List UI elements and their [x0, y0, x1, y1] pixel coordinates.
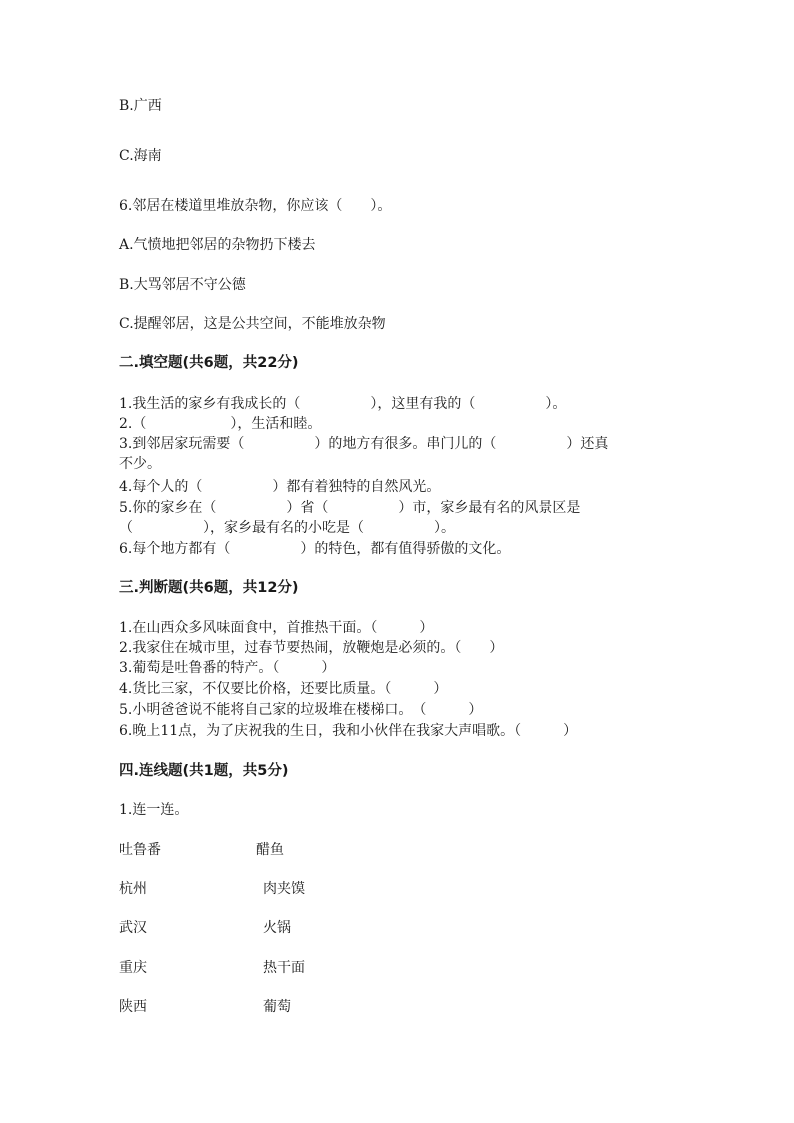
match-right-3: 火锅: [263, 920, 291, 936]
option-q6-a: A.气愤地把邻居的杂物扔下楼去: [119, 237, 316, 253]
match-prompt: 1.连一连。: [119, 802, 189, 818]
judge-line-1: 1.在山西众多风味面食中，首推热干面。（ ）: [119, 620, 434, 636]
match-left-1: 吐鲁番: [119, 842, 161, 858]
judge-line-3: 3.葡萄是吐鲁番的特产。（ ）: [119, 660, 336, 676]
match-left-2: 杭州: [119, 881, 147, 897]
match-right-1: 醋鱼: [256, 842, 284, 858]
section-heading-match: 四.连线题(共1题，共5分): [119, 763, 289, 779]
match-right-4: 热干面: [263, 960, 305, 976]
option-q5-b: B.广西: [119, 98, 162, 114]
section-heading-fill: 二.填空题(共6题，共22分): [119, 355, 299, 371]
match-right-2: 肉夹馍: [263, 881, 305, 897]
judge-line-5: 5.小明爸爸说不能将自己家的垃圾堆在楼梯口。 （ ）: [119, 702, 483, 718]
match-left-5: 陕西: [119, 999, 147, 1015]
question-6: 6.邻居在楼道里堆放杂物，你应该（ ）。: [119, 198, 392, 214]
judge-line-6: 6.晚上11点，为了庆祝我的生日，我和小伙伴在我家大声唱歌。（ ）: [119, 723, 578, 739]
fill-line-6: 6.每个地方都有（ ）的特色，都有值得骄傲的文化。: [119, 541, 511, 557]
judge-line-2: 2.我家住在城市里，过春节要热闹，放鞭炮是必须的。（ ）: [119, 640, 504, 656]
match-right-5: 葡萄: [263, 999, 291, 1015]
fill-line-3: 3.到邻居家玩需要（ ）的地方有很多。串门儿的（ ）还真: [119, 436, 609, 452]
fill-line-1: 1.我生活的家乡有我成长的（ ），这里有我的（ ）。: [119, 396, 567, 412]
fill-line-5-cont: （ ），家乡最有名的小吃是（ ）。: [119, 520, 455, 536]
option-q6-c: C.提醒邻居，这是公共空间，不能堆放杂物: [119, 316, 386, 332]
option-q6-b: B.大骂邻居不守公德: [119, 277, 246, 293]
fill-line-5: 5.你的家乡在（ ）省（ ）市，家乡最有名的风景区是: [119, 500, 581, 516]
match-left-3: 武汉: [119, 920, 147, 936]
section-heading-judge: 三.判断题(共6题，共12分): [119, 580, 299, 596]
fill-line-3-cont: 不少。: [119, 456, 161, 472]
fill-line-2: 2.（ ），生活和睦。: [119, 416, 322, 432]
match-left-4: 重庆: [119, 960, 147, 976]
judge-line-4: 4.货比三家，不仅要比价格，还要比质量。（ ）: [119, 681, 448, 697]
option-q5-c: C.海南: [119, 148, 162, 164]
fill-line-4: 4.每个人的（ ）都有着独特的自然风光。: [119, 479, 441, 495]
